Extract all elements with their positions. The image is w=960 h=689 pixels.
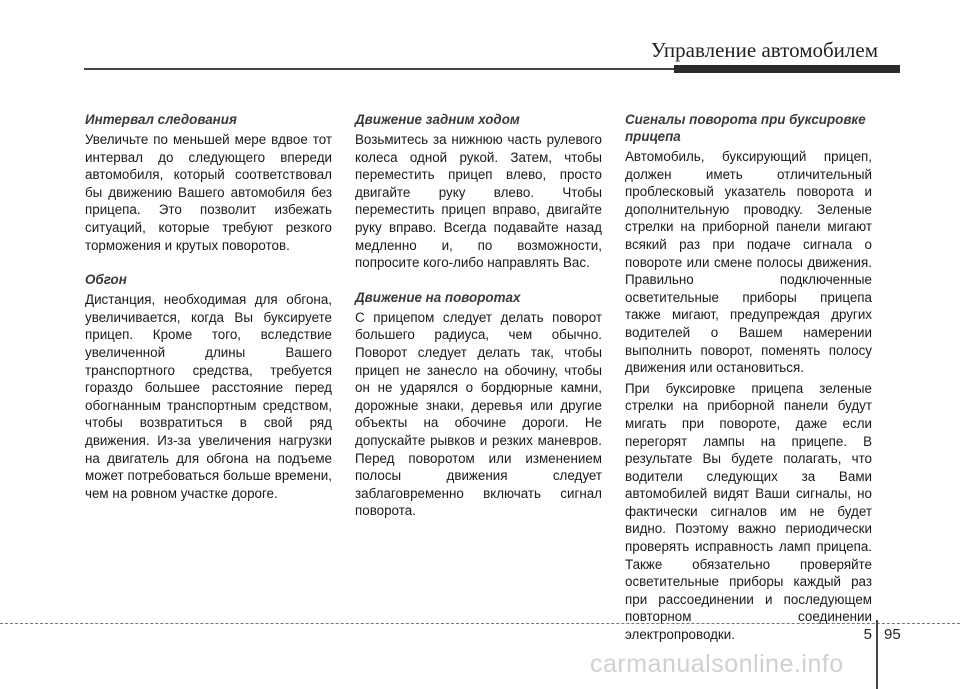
- watermark: carmanualsonline.info: [590, 650, 844, 678]
- section-text: Автомобиль, буксирующий прицеп, должен иметь отличительный проблесковый указатель поворота и дополнительную проводку. Зеленые стрелки на приборной панели мигают всякий раз при подаче сигнала о повороте или смене полосы движения. Правильно подключенные осветительные приборы прицепа также мигают, предупреждая других водителей о Вашем намерении выполнить поворот, поменять полосу движения или остановиться.: [625, 149, 872, 376]
- section-heading: Интервал следования: [85, 112, 237, 127]
- chapter-number: 5: [863, 626, 872, 643]
- section-overtaking: [85, 271, 332, 502]
- page-number-divider: [876, 620, 878, 689]
- page-number: 95: [884, 626, 901, 643]
- section-text: С прицепом следует делать поворот большего радиуса, чем обычно. Поворот следует делать так, чтобы прицеп не занесло на обочину, чтобы он не ударялся о бордюрные камни, дорожные знаки, деревья или другие объекты на обочине дороги. Не допускайте рывков и резких маневров. Перед поворотом или изменением полосы движения следует заблаговременно включать сигнал поворота.: [355, 309, 602, 519]
- section-following-distance: [85, 111, 332, 254]
- page-header-title: Управление автомобилем: [650, 38, 878, 62]
- section-reversing: [355, 111, 602, 272]
- section-heading-turn-signals: Сигналы поворота при буксировке прицепа: [625, 112, 866, 144]
- header-rule-accent: [674, 65, 900, 73]
- section-heading: Обгон: [85, 272, 127, 288]
- column-right: [625, 111, 872, 644]
- section-text: Увеличьте по меньшей мере вдвое тот интервал до следующего впереди автомобиля, который соответствовал бы движению Вашего автомобиля без прицепа. Это позволит избежать ситуаций, которые требуют резкого торможения и крутых поворотов.: [85, 132, 332, 253]
- section-text: При буксировке прицепа зеленые стрелки на приборной панели будут мигать при повороте, даже если перегорят лампы на прицепе. В результате Вы будете полагать, что водители следующих за Вами автомобилей видят Ваши сигналы, но фактически сигналов им не будет видно. Поэтому важно периодически проверять исправность ламп прицепа. Также обязательно проверяйте осветительные приборы каждый раз при рассоединении и последующем повторном соединении электропроводки.: [625, 380, 872, 643]
- footer-rule: [0, 623, 960, 624]
- section-heading: Движение задним ходом: [355, 112, 520, 127]
- section-turning: [355, 289, 602, 520]
- section-text: Дистанция, необходимая для обгона, увеличивается, когда Вы буксируете прицеп. Кроме того, вследствие увеличенной длины Вашего транспортного средства, требуется гораздо большее расстояние перед обогнанным транспортным средством, чтобы возвратиться в свой ряд движения. Из-за увеличения нагрузки на двигатель для обгона на подъеме может потребоваться больше времени, чем на ровном участке дороге.: [85, 292, 332, 501]
- column-middle: [355, 111, 602, 520]
- section-text: Возьмитесь за нижнюю часть рулевого колеса одной рукой. Затем, чтобы переместить прицеп влево, просто двигайте руку влево. Чтобы переместить прицеп вправо, двигайте руку вправо. Всегда подавайте назад медленно и, по возможности, попросите кого-либо направлять Вас.: [355, 132, 602, 271]
- column-left: [85, 111, 332, 502]
- section-heading: Движение на поворотах: [355, 289, 521, 305]
